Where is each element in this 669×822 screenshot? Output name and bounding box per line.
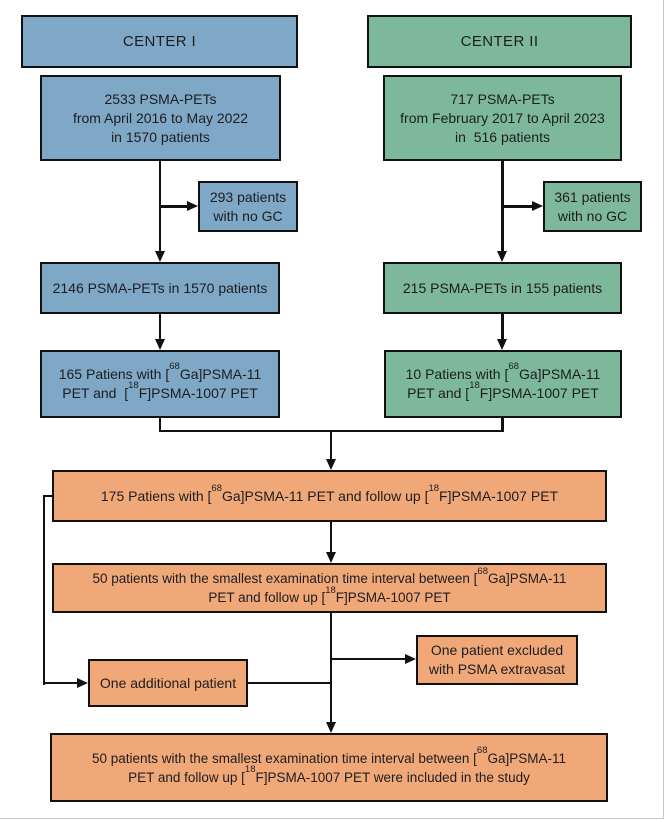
- arrow-down-icon: [497, 251, 507, 262]
- connector-pool-left-stub: [44, 495, 53, 498]
- center2-paired-line1: 10 Patiens with [$^{68}$Ga]PSMA-11: [405, 361, 601, 382]
- figure-border-right: [663, 0, 665, 819]
- connector-spine-to-excluded: [330, 658, 405, 661]
- excluded-patient-line2: with PSMA extravasat: [428, 661, 566, 677]
- combined-pool-line1: 175 Patiens with [$^{68}$Ga]PSMA-11 PET and follow up [$^{18}$F]PSMA-1007 PET: [100, 482, 559, 504]
- connector-pool-to-interval: [330, 522, 333, 553]
- connector-center1-to-no-gc: [159, 205, 189, 208]
- smallest-interval-line2: PET and follow up [$^{18}$F]PSMA-1007 PET: [208, 584, 451, 605]
- center2-after-exclusion-line1: 215 PSMA-PETs in 155 patients: [402, 279, 603, 296]
- arrow-down-icon: [326, 552, 336, 563]
- center1-paired-line2: PET and [$^{18}$F]PSMA-1007 PET: [62, 380, 258, 401]
- connector-center1-after-down: [159, 314, 162, 340]
- arrow-right-icon: [77, 678, 88, 688]
- center1-scans-line2: from April 2016 to May 2022: [72, 109, 249, 126]
- figure-border-bottom: [0, 818, 664, 820]
- center2-no-gc-line2: with no GC: [557, 207, 628, 224]
- arrow-right-icon: [405, 654, 416, 664]
- center1-header-box: [21, 15, 298, 68]
- smallest-interval-box: [52, 563, 607, 613]
- arrow-down-icon: [326, 722, 336, 733]
- arrow-down-icon: [155, 251, 165, 262]
- center2-scans-line3: in 516 patients: [455, 128, 550, 145]
- arrow-down-icon: [497, 339, 507, 350]
- additional-patient-line1: One additional patient: [99, 674, 237, 691]
- center2-paired-line2: PET and [$^{18}$F]PSMA-1007 PET: [407, 380, 599, 401]
- excluded-patient-box: [416, 635, 578, 685]
- center1-header-label: CENTER I: [122, 33, 197, 50]
- center1-no-gc-line2: with no GC: [213, 207, 283, 224]
- center2-header-label: CENTER II: [460, 33, 539, 50]
- center2-paired-box: [384, 350, 622, 418]
- connector-additional-to-spine: [248, 682, 332, 685]
- excluded-patient-line1: One patient excluded: [430, 642, 564, 658]
- arrow-down-icon: [155, 339, 165, 350]
- center1-after-exclusion-line1: 2146 PSMA-PETs in 1570 patients: [52, 279, 268, 296]
- combined-pool-box: [52, 470, 607, 522]
- center1-scans-box: [40, 75, 281, 161]
- final-inclusion-line2: PET and follow up [$^{18}$F]PSMA-1007 PET were included in the study: [128, 764, 530, 785]
- arrow-right-icon: [532, 201, 543, 211]
- arrow-right-icon: [187, 201, 198, 211]
- connector-left-loop-down: [43, 495, 46, 685]
- connector-merge-to-pool: [330, 430, 333, 460]
- connector-center2-to-no-gc: [501, 205, 533, 208]
- center1-paired-line1: 165 Patiens with [$^{68}$Ga]PSMA-11: [58, 361, 262, 382]
- center2-scans-box: [383, 75, 622, 161]
- arrow-down-icon: [326, 459, 336, 470]
- additional-patient-box: [88, 659, 248, 707]
- center1-no-gc-line1: 293 patients: [209, 188, 287, 205]
- center1-after-exclusion-box: [40, 262, 280, 314]
- center1-no-gc-box: [198, 181, 298, 232]
- smallest-interval-line1: 50 patients with the smallest examination time interval between [$^{68}$Ga]PSMA-11: [92, 565, 567, 586]
- connector-center2-after-down: [501, 314, 504, 340]
- center1-paired-box: [40, 350, 280, 418]
- center1-scans-line3: in 1570 patients: [111, 128, 210, 145]
- final-inclusion-line1: 50 patients with the smallest examination time interval between [$^{68}$Ga]PSMA-11: [91, 745, 567, 766]
- center2-scans-line2: from February 2017 to April 2023: [400, 109, 605, 126]
- final-inclusion-box: [50, 733, 608, 802]
- center1-scans-line1: 2533 PSMA-PETs: [104, 90, 217, 107]
- center2-header-box: [367, 15, 632, 68]
- center2-no-gc-line1: 361 patients: [554, 188, 631, 205]
- center2-after-exclusion-box: [383, 262, 622, 314]
- center2-scans-line1: 717 PSMA-PETs: [450, 90, 555, 107]
- center2-no-gc-box: [543, 181, 642, 232]
- connector-interval-to-final: [330, 613, 333, 723]
- connector-left-loop-to-additional: [43, 682, 78, 685]
